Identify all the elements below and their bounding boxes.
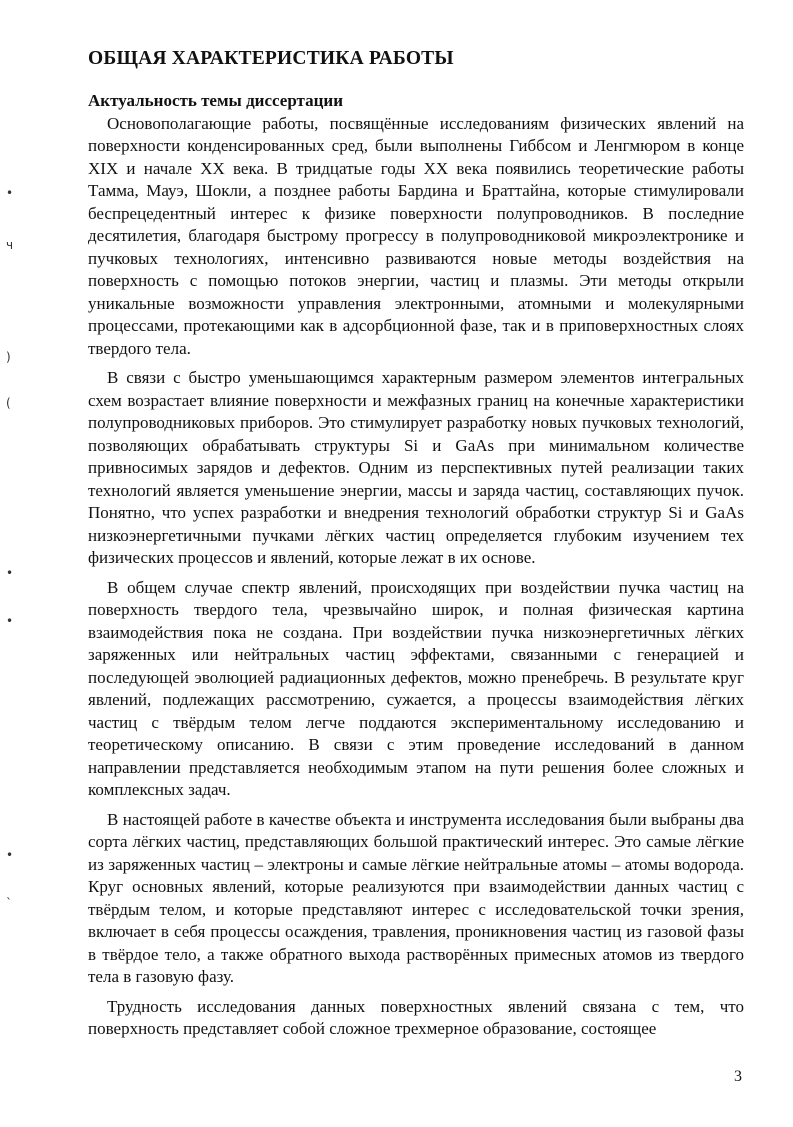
scan-mark: • [6,848,14,862]
scan-mark: • [6,566,14,580]
paragraph-4: В настоящей работе в качестве объекта и инструмента исследования были выбраны два сорта лёгких частиц, представляющих большой практический интерес. Это самые лёгкие из заряженных частиц – электроны и самые лёгкие нейтральные атомы – атомы водорода. Круг основных явлений, которые реализуются при взаимодействии данных частиц с твёрдым телом, и которые представляют интерес с исследовательской точки зрения, включает в себя процессы осаждения, травления, проникновения частиц из газовой фазы в твёрдое тело, а также обратного выхода растворённых примесных атомов из твердого тела в газовую фазу. [88,809,744,986]
paragraph-3: В общем случае спектр явлений, происходящих при воздействии пучка частиц на поверхность твердого тела, чрезвычайно широк, и полная физическая картина взаимодействия пока не создана. При воздействии пучка низкоэнергетичных лёгких заряженных или нейтральных частиц эффектами, связанными с генерацией и последующей эволюцией радиационных дефектов, можно пренебречь. В результате круг явлений, подлежащих рассмотрению, сужается, а процессы взаимодействия лёгких частиц с твёрдым телом легче поддаются экспериментальному исследованию и теоретическому описанию. В связи с этим проведение исследований в данном направлении представляется необходимым этапом на пути решения более сложных и комплексных задач. [88,577,744,799]
paragraph-2: В связи с быстро уменьшающимся характерным размером элементов интегральных схем возрастает влияние поверхности и межфазных границ на конечные характеристики полупроводниковых приборов. Это стимулирует разработку новых пучковых технологий, позволяющих обрабатывать структуры Si и GaAs при минимальном количестве привносимых зарядов и дефектов. Одним из перспективных путей реализации таких технологий является уменьшение энергии, массы и заряда частиц, составляющих пучок. Понятно, что успех разработки и внедрения технологий обработки структур Si и GaAs низкоэнергетичными пучками лёгких частиц определяется глубоким изучением тех физических процессов и явлений, которые лежат в их основе. [88,368,744,567]
scan-mark: • [6,614,14,628]
page-number: 3 [734,1068,742,1085]
paragraph-5: Трудность исследования данных поверхностных явлений связана с тем, что поверхность представляет собой сложное трехмерное образование, состоящее [88,996,744,1038]
paragraph-1: Основополагающие работы, посвящённые исследованиям физических явлений на поверхности конденсированных сред, были выполнены Гиббсом и Ленгмюром в конце XIX и начале XX века. В тридцатые годы XX века появились теоретические работы Тамма, Мауэ, Шокли, а позднее работы Бардина и Браттайна, которые стимулировали беспрецедентный интерес к физике поверхности полупроводников. В последние десятилетия, благодаря быстрому прогрессу в полупроводниковой микроэлектронике и пучковых технологиях, интенсивно развиваются новые методы воздействия на поверхность с помощью потоков энергии, частиц и плазмы. Эти методы открыли уникальные возможности управления электронными, атомными и молекулярными процессами, протекающими как в адсорбционной фазе, так и в приповерхностных слоях твердого тела. [88,113,744,358]
section-subheading: Актуальность темы диссертации [88,91,343,110]
section-content [88,90,744,1048]
scan-mark: ) [6,350,11,364]
scan-mark: ˋ [6,896,12,910]
page-heading: ОБЩАЯ ХАРАКТЕРИСТИКА РАБОТЫ [88,48,454,69]
scan-mark: • [6,186,14,200]
scan-mark: ( [6,396,11,410]
scan-mark: ч [6,238,14,252]
